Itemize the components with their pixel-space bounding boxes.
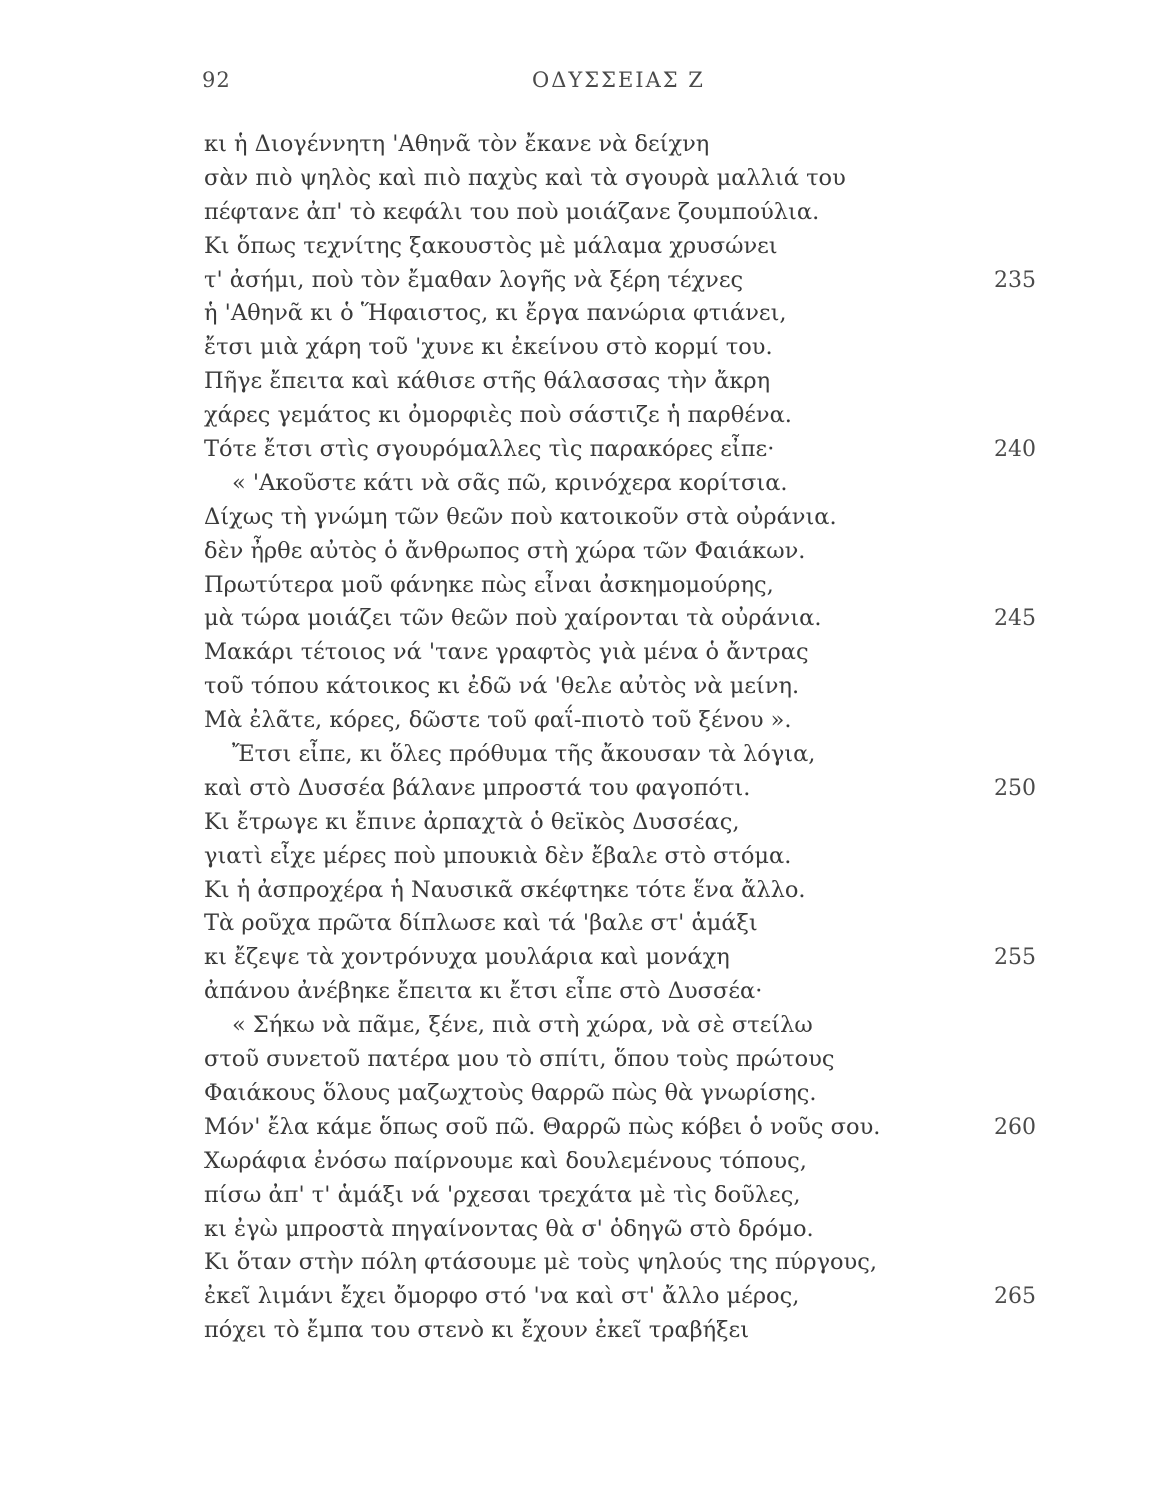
verse-line xyxy=(204,1246,1054,1280)
verse-block xyxy=(204,128,1054,1348)
line-number: 255 xyxy=(994,945,1036,971)
verse-line xyxy=(204,467,1054,501)
verse-text: ἡ 'Αθηνᾶ κι ὁ Ἥφαιστος, κι ἔργα πανώρια φτιάνει, xyxy=(204,300,787,327)
verse-text: καὶ στὸ Δυσσέα βάλανε μπροστά του φαγοπότι. xyxy=(204,774,751,801)
line-number: 265 xyxy=(994,1284,1036,1310)
verse-text: ἔτσι μιὰ χάρη τοῦ 'χυνε κι ἐκείνου στὸ κορμί του. xyxy=(204,334,773,361)
verse-line xyxy=(204,1043,1054,1077)
verse-line xyxy=(204,806,1054,840)
verse-text: Τὰ ροῦχα πρῶτα δίπλωσε καὶ τά 'βαλε στ' ἁμάξι xyxy=(204,910,758,937)
line-number: 235 xyxy=(994,267,1036,293)
verse-text: Μόν' ἔλα κάμε ὅπως σοῦ πῶ. Θαρρῶ πὼς κόβει ὁ νοῦς σου. xyxy=(204,1113,881,1140)
verse-text: πόχει τὸ ἔμπα του στενὸ κι ἔχουν ἐκεῖ τραβήξει xyxy=(204,1317,750,1344)
verse-line xyxy=(204,162,1054,196)
verse-text: Φαιάκους ὅλους μαζωχτοὺς θαρρῶ πὼς θὰ γνωρίσης. xyxy=(204,1079,817,1106)
verse-text: πίσω ἀπ' τ' ἁμάξι νά 'ρχεσαι τρεχάτα μὲ τὶς δοῦλες, xyxy=(204,1181,801,1208)
verse-line xyxy=(204,1009,1054,1043)
verse-text: Μὰ ἐλᾶτε, κόρες, δῶστε τοῦ φαΐ-πιοτὸ τοῦ ξένου ». xyxy=(204,707,792,734)
verse-line xyxy=(204,738,1054,772)
verse-line xyxy=(204,874,1054,908)
verse-line xyxy=(204,331,1054,365)
verse-line xyxy=(204,535,1054,569)
verse-text: Πῆγε ἔπειτα καὶ κάθισε στῆς θάλασσας τὴν ἄκρη xyxy=(204,368,771,395)
verse-text: « 'Ακοῦστε κάτι νὰ σᾶς πῶ, κρινόχερα κορίτσια. xyxy=(232,469,788,496)
verse-text: Κι ἔτρωγε κι ἔπινε ἀρπαχτὰ ὁ θεϊκὸς Δυσσέας, xyxy=(204,808,740,835)
verse-text: κι ἔζεψε τὰ χοντρόνυχα μουλάρια καὶ μονάχη xyxy=(204,944,730,971)
verse-line xyxy=(204,1213,1054,1247)
verse-line xyxy=(204,230,1054,264)
verse-line xyxy=(204,1145,1054,1179)
verse-text: στοῦ συνετοῦ πατέρα μου τὸ σπίτι, ὅπου τοὺς πρώτους xyxy=(204,1046,835,1073)
verse-text: « Σήκω νὰ πᾶμε, ξένε, πιὰ στὴ χώρα, νὰ σὲ στείλω xyxy=(232,1012,813,1039)
verse-line xyxy=(204,941,1054,975)
verse-line xyxy=(204,1111,1054,1145)
verse-text: Δίχως τὴ γνώμη τῶν θεῶν ποὺ κατοικοῦν στὰ οὐράνια. xyxy=(204,503,837,530)
verse-text: κι ἐγὼ μπροστὰ πηγαίνοντας θὰ σ' ὁδηγῶ στὸ δρόμο. xyxy=(204,1215,814,1242)
verse-text: Πρωτύτερα μοῦ φάνηκε πὼς εἶναι ἀσκημομούρης, xyxy=(204,571,774,598)
verse-text: Μακάρι τέτοιος νά 'τανε γραφτὸς γιὰ μένα ὁ ἄντρας xyxy=(204,639,809,666)
verse-line xyxy=(204,196,1054,230)
verse-text: πέφτανε ἀπ' τὸ κεφάλι του ποὺ μοιάζανε ζουμπούλια. xyxy=(204,198,820,225)
verse-line xyxy=(204,264,1054,298)
verse-text: Κι ὅταν στὴν πόλη φτάσουμε μὲ τοὺς ψηλούς της πύργους, xyxy=(204,1249,877,1276)
verse-text: ἐκεῖ λιμάνι ἔχει ὄμορφο στό 'να καὶ στ' ἄλλο μέρος, xyxy=(204,1283,800,1310)
verse-line xyxy=(204,704,1054,738)
verse-text: δὲν ἦρθε αὐτὸς ὁ ἄνθρωπος στὴ χώρα τῶν Φαιάκων. xyxy=(204,537,806,564)
verse-text: χάρες γεμάτος κι ὀμορφιὲς ποὺ σάστιζε ἡ παρθένα. xyxy=(204,402,792,429)
verse-text: σὰν πιὸ ψηλὸς καὶ πιὸ παχὺς καὶ τὰ σγουρὰ μαλλιά του xyxy=(204,164,846,191)
verse-text: μὰ τώρα μοιάζει τῶν θεῶν ποὺ χαίρονται τὰ οὐράνια. xyxy=(204,605,822,632)
verse-line xyxy=(204,636,1054,670)
verse-line xyxy=(204,907,1054,941)
verse-line xyxy=(204,840,1054,874)
line-number: 260 xyxy=(994,1114,1036,1140)
running-head: ΟΔΥΣΣΕΙΑΣ Ζ xyxy=(532,68,705,92)
verse-text: Τότε ἔτσι στὶς σγουρόμαλλες τὶς παρακόρες εἶπε· xyxy=(204,436,775,463)
verse-line xyxy=(204,1077,1054,1111)
verse-line xyxy=(204,569,1054,603)
verse-text: κι ἡ Διογέννητη 'Αθηνᾶ τὸν ἔκανε νὰ δείχνη xyxy=(204,131,710,157)
verse-text: τοῦ τόπου κάτοικος κι ἐδῶ νά 'θελε αὐτὸς νὰ μείνη. xyxy=(204,673,800,700)
verse-line xyxy=(204,772,1054,806)
verse-line xyxy=(204,297,1054,331)
verse-text: Ἔτσι εἶπε, κι ὅλες πρόθυμα τῆς ἄκουσαν τὰ λόγια, xyxy=(232,741,816,768)
verse-line xyxy=(204,670,1054,704)
verse-line xyxy=(204,602,1054,636)
verse-line xyxy=(204,399,1054,433)
page-number: 92 xyxy=(202,68,231,92)
verse-line xyxy=(204,1280,1054,1314)
verse-line xyxy=(204,501,1054,535)
verse-line xyxy=(204,433,1054,467)
verse-text: Χωράφια ἐνόσω παίρνουμε καὶ δουλεμένους τόπους, xyxy=(204,1147,807,1174)
verse-line xyxy=(204,975,1054,1009)
page-header xyxy=(202,68,1033,104)
line-number: 240 xyxy=(994,437,1036,463)
verse-line xyxy=(204,365,1054,399)
line-number: 250 xyxy=(994,775,1036,801)
verse-line xyxy=(204,1314,1054,1348)
verse-line xyxy=(204,128,1054,162)
verse-text: τ' ἀσήμι, ποὺ τὸν ἔμαθαν λογῆς νὰ ξέρη τέχνες xyxy=(204,266,744,293)
verse-line xyxy=(204,1179,1054,1213)
line-number: 245 xyxy=(994,606,1036,632)
verse-text: ἀπάνου ἀνέβηκε ἔπειτα κι ἔτσι εἶπε στὸ Δυσσέα· xyxy=(204,978,763,1005)
verse-text: Κι ὅπως τεχνίτης ξακουστὸς μὲ μάλαμα χρυσώνει xyxy=(204,232,778,259)
verse-text: γιατὶ εἶχε μέρες ποὺ μπουκιὰ δὲν ἔβαλε στὸ στόμα. xyxy=(204,842,792,869)
verse-text: Κι ἡ ἀσπροχέρα ἡ Ναυσικᾶ σκέφτηκε τότε ἕνα ἄλλο. xyxy=(204,876,806,903)
